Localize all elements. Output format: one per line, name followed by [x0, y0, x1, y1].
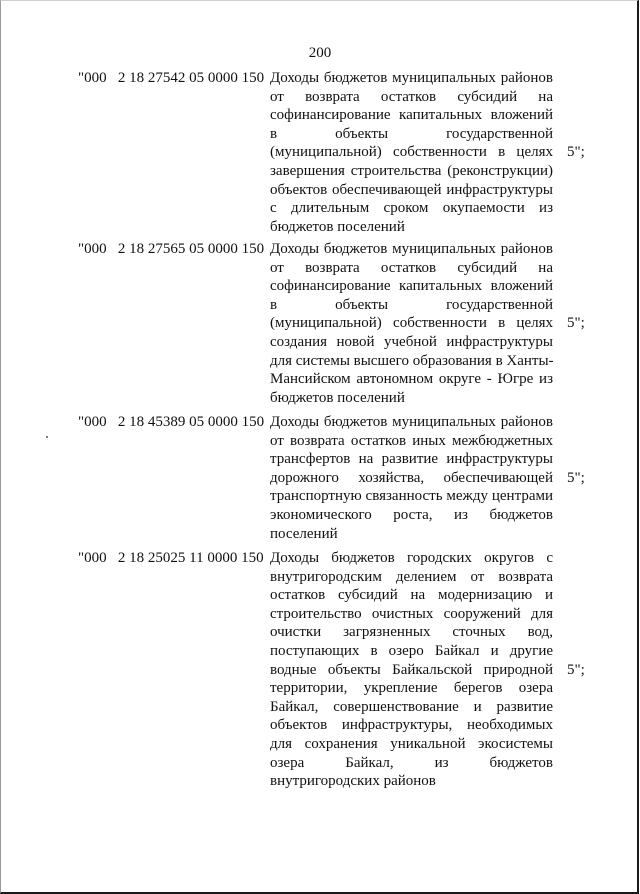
description-line: транспортную связанность между центрами [270, 488, 553, 505]
description-line: Доходы бюджетов муниципальных районов [270, 70, 553, 86]
revenue-code: "000 2 18 25025 11 0000 150 [78, 550, 264, 566]
description-line: бюджетов поселений [270, 389, 405, 406]
description-line: внутригородских районов [270, 773, 436, 790]
description-line: создания новой учебной инфраструктуры [270, 333, 553, 350]
description-line: объектов обеспечивающей инфраструктуры [270, 181, 553, 198]
description-line: (муниципальной) собственности в целях [270, 144, 553, 161]
description-line: софинансирование капитальных вложений [270, 278, 553, 295]
amount-value: 5"; [567, 469, 585, 486]
revenue-code: "000 2 18 45389 05 0000 150 [78, 414, 265, 430]
amount-value: 5"; [567, 144, 585, 161]
description-line: территории, укрепление берегов озера [270, 680, 553, 697]
description-line: внутригородским делением от возврата [270, 568, 553, 585]
description-line: экономического роста, из бюджетов [270, 506, 553, 523]
description-line: Мансийском автономном округе - Югре из [270, 371, 553, 388]
description-line: софинансирование капитальных вложений [270, 107, 553, 124]
description-line: в объекты государственной [270, 125, 553, 142]
description-line: поселений [270, 525, 338, 542]
description-line: Доходы бюджетов муниципальных районов [270, 241, 553, 257]
description-line: для системы высшего образования в Ханты- [270, 352, 554, 369]
description-line: для сохранения уникальной экосистемы [270, 735, 553, 752]
description-line: от возврата остатков субсидий на [270, 88, 553, 105]
revenue-code: "000 2 18 27565 05 0000 150 [78, 241, 265, 257]
revenue-description [270, 413, 553, 543]
description-line: (муниципальной) собственности в целях [270, 315, 553, 332]
description-line: озера Байкал, из бюджетов [270, 754, 553, 771]
description-line: объектов инфраструктуры, необходимых [270, 717, 553, 734]
description-line: бюджетов поселений [270, 218, 405, 235]
amount-value: 5"; [567, 315, 585, 332]
description-line: Доходы бюджетов муниципальных районов [270, 414, 553, 430]
description-line: с длительным сроком окупаемости из [270, 200, 553, 217]
revenue-description [270, 240, 553, 407]
description-line: очистки загрязненных сточных вод, [270, 624, 553, 641]
description-line: в объекты государственной [270, 296, 553, 313]
description-line: водные объекты Байкальской природной [270, 661, 553, 678]
page-number: 200 [308, 45, 332, 61]
description-line: строительство очистных сооружений для [270, 605, 553, 622]
revenue-description [270, 69, 553, 236]
description-line: дорожного хозяйства, обеспечивающей [270, 469, 553, 486]
description-line: от возврата остатков иных межбюджетных [270, 432, 553, 449]
description-line: трансфертов на развитие инфраструктуры [270, 451, 553, 468]
revenue-description [270, 549, 553, 791]
scan-speck [46, 436, 48, 438]
amount-value: 5"; [567, 661, 585, 678]
description-line: Доходы бюджетов городских округов с [270, 550, 553, 566]
description-line: поступающих в озеро Байкал и другие [270, 642, 553, 659]
description-line: остатков субсидий на модернизацию и [270, 587, 553, 604]
revenue-code: "000 2 18 27542 05 0000 150 [78, 70, 265, 86]
description-line: от возврата остатков субсидий на [270, 259, 553, 276]
description-line: завершения строительства (реконструкции) [270, 162, 553, 179]
description-line: Байкал, совершенствование и развитие [270, 698, 553, 715]
